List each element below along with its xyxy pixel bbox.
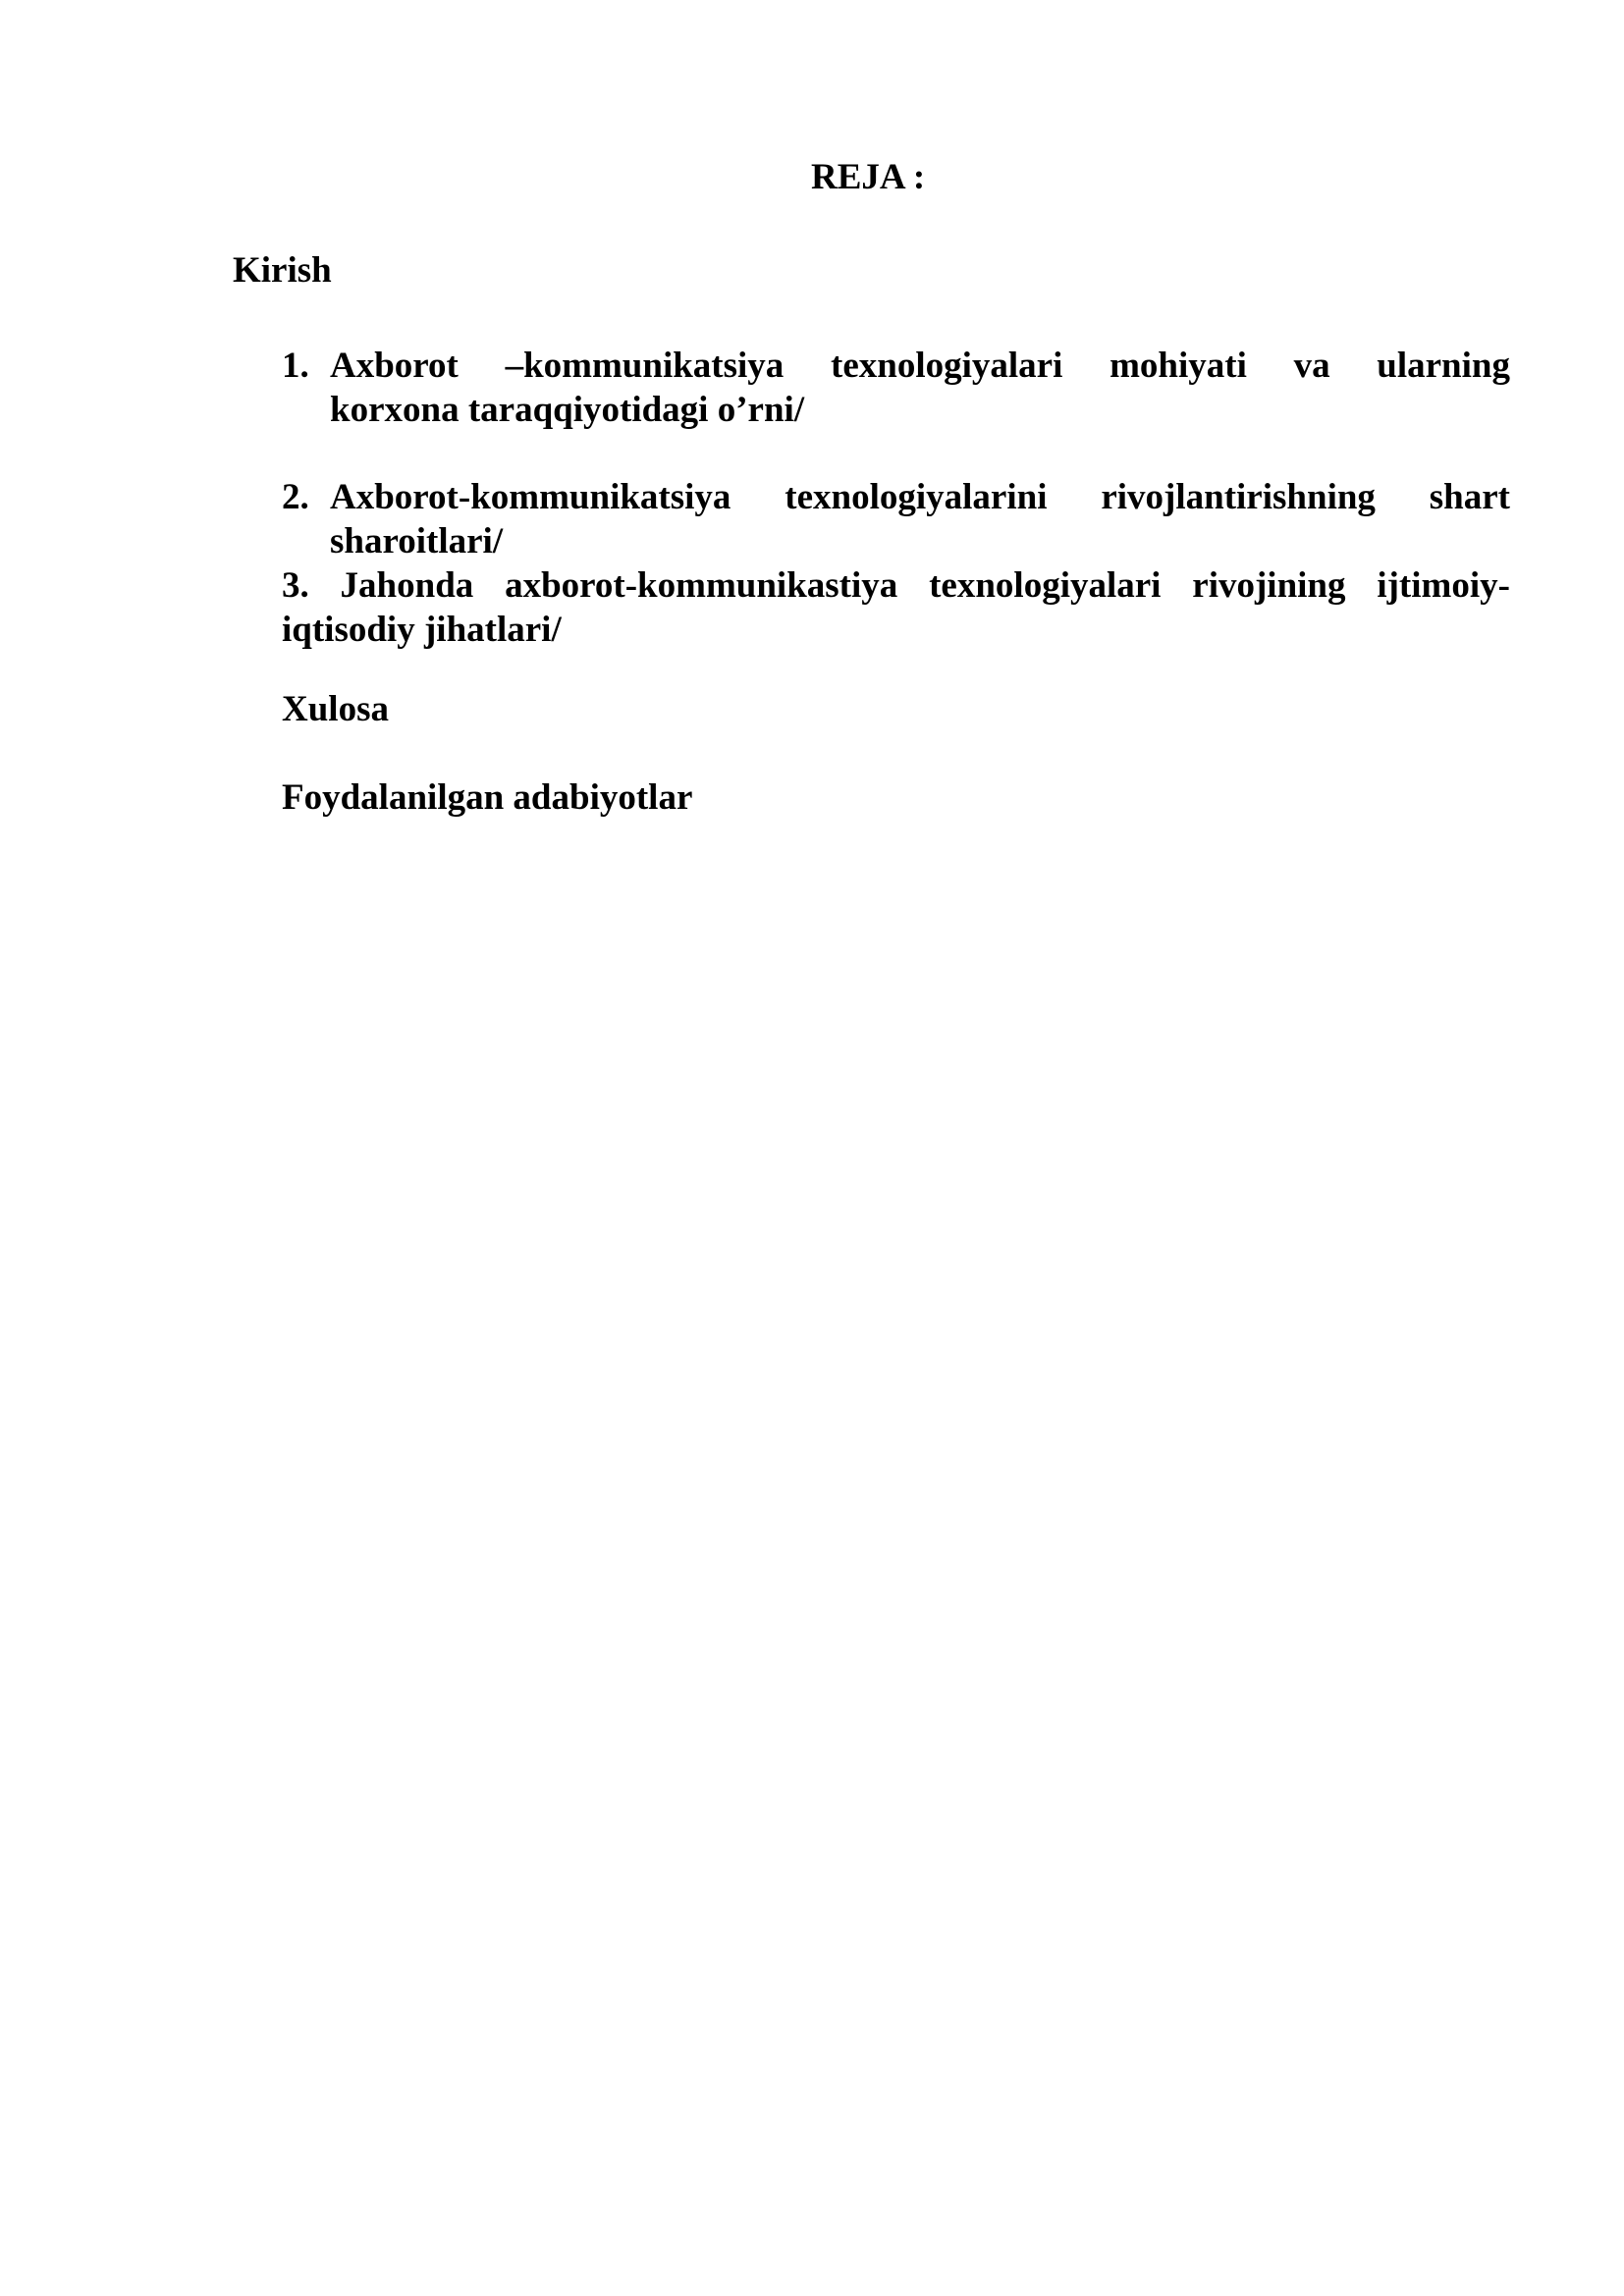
list-item-line bbox=[282, 563, 1510, 608]
word: –kommunikatsiya bbox=[505, 346, 785, 386]
word: Axborot bbox=[330, 346, 459, 386]
word: shart bbox=[1429, 477, 1510, 517]
list-item-number: 1. bbox=[282, 346, 309, 386]
conclusion-heading: Xulosa bbox=[282, 689, 389, 729]
list-item-number: 2. bbox=[282, 477, 309, 517]
list-item-continuation: iqtisodiy jihatlari/ bbox=[282, 610, 562, 650]
word: texnologiyalarini bbox=[785, 477, 1048, 517]
word: Jahonda bbox=[340, 565, 474, 606]
word: texnologiyalari bbox=[831, 346, 1063, 386]
word: mohiyati bbox=[1110, 346, 1247, 386]
word: rivojlantirishning bbox=[1101, 477, 1376, 517]
intro-heading: Kirish bbox=[233, 250, 332, 291]
word: va bbox=[1293, 346, 1330, 386]
page-title: REJA : bbox=[811, 157, 926, 197]
list-item-continuation: korxona taraqqiyotidagi o’rni/ bbox=[330, 390, 805, 430]
list-item-line bbox=[330, 344, 1510, 388]
word: ularning bbox=[1377, 346, 1510, 386]
word: ijtimoiy- bbox=[1377, 565, 1510, 606]
word: axborot-kommunikastiya bbox=[505, 565, 898, 606]
word: Axborot-kommunikatsiya bbox=[330, 477, 731, 517]
list-item-line bbox=[330, 475, 1510, 519]
list-item-number: 3. bbox=[282, 565, 309, 606]
word: rivojining bbox=[1192, 565, 1346, 606]
word: texnologiyalari bbox=[929, 565, 1162, 606]
list-item-continuation: sharoitlari/ bbox=[330, 521, 504, 561]
references-heading: Foydalanilgan adabiyotlar bbox=[282, 777, 693, 818]
